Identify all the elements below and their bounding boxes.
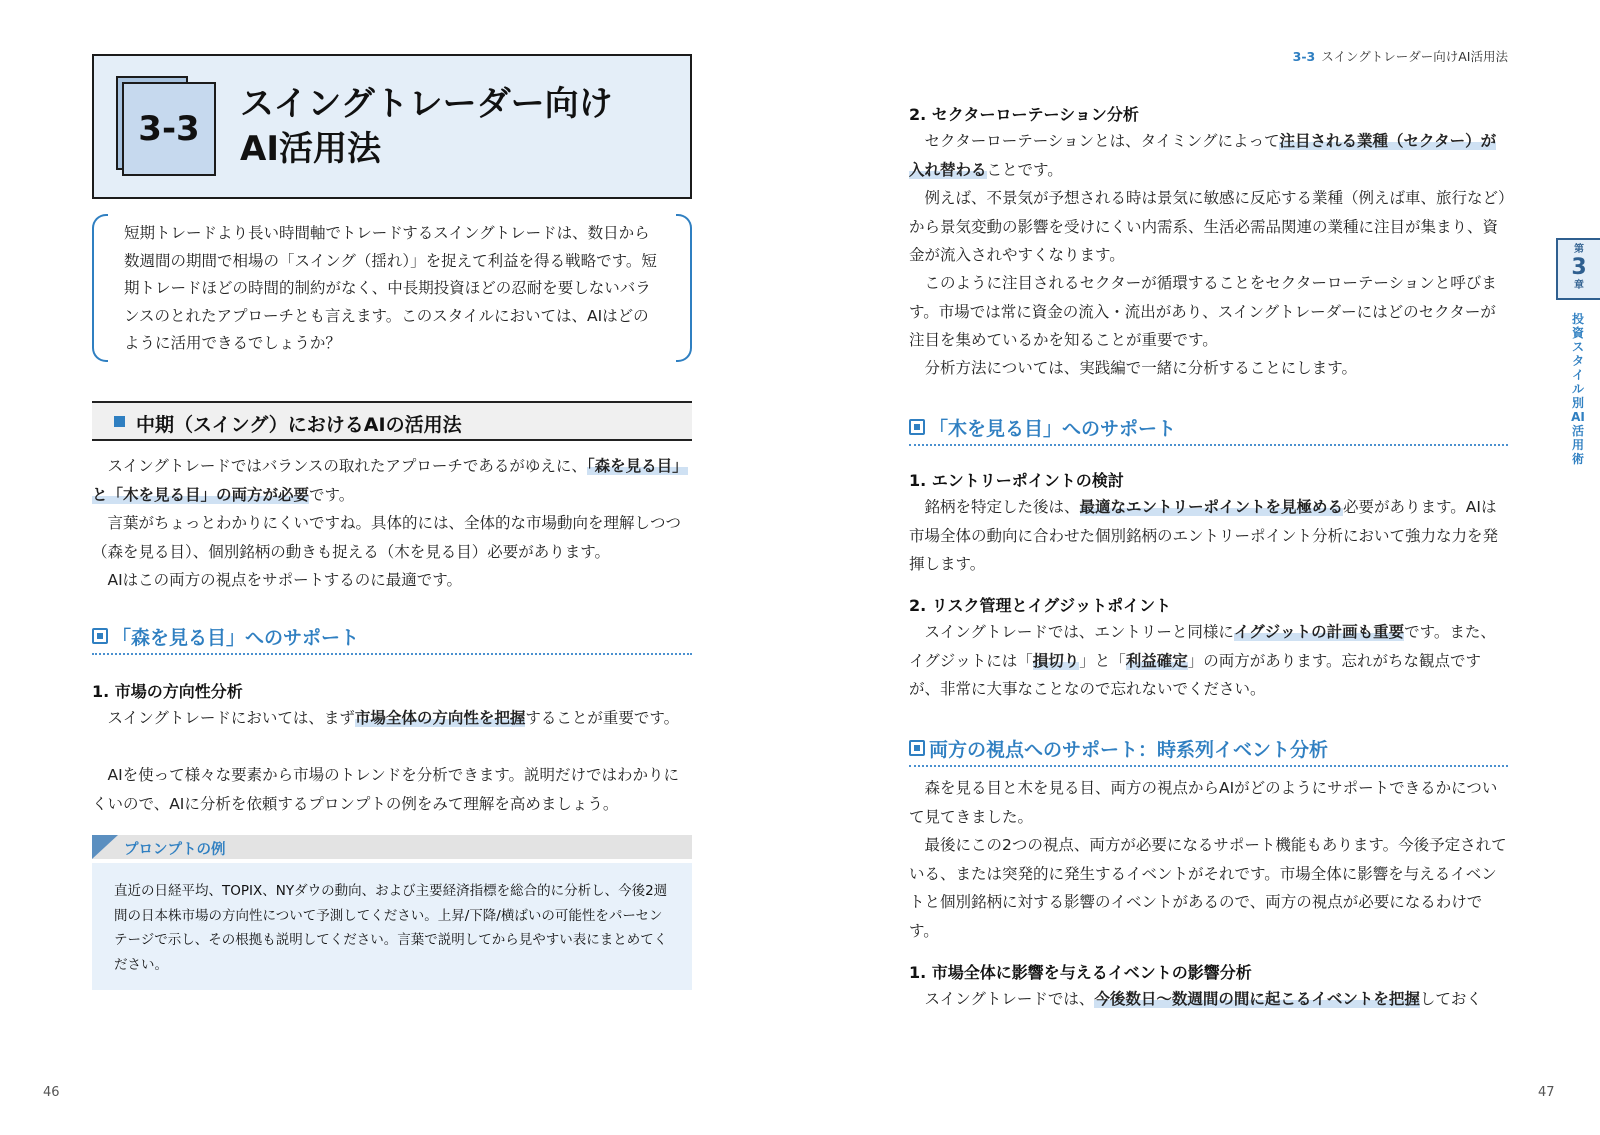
text-run: スイングトレードではバランスの取れたアプローチであるがゆえに、 — [107, 457, 587, 475]
paragraph: 例えば、不景気が予想される時は景気に敏感に反応する業種（例えば車、旅行など）から景気変動の影響を受けにくい内需系、生活必需品関連の業種に注目が集まり、資金が流入されやすくなります。 — [909, 189, 1506, 264]
paragraph: AIを使って様々な要素から市場のトレンドを分析できます。説明だけではわかりにくいので、AIに分析を依頼するプロンプトの例をみて理解を高めましょう。 — [92, 766, 680, 813]
square-frame-icon — [909, 740, 925, 756]
paragraph — [909, 618, 1508, 704]
intro-text: 短期トレードより長い時間軸でトレードするスイングトレードは、数日から数週間の期間で相場の「スイング（揺れ）」を捉えて利益を得る戦略です。短期トレードほどの時間的制約がなく、中長期投資ほどの忍耐を要しないバランスのとれたアプローチとも言えます。このスタイルにおいては、AIはどのように活用できるでしょうか？ — [124, 224, 657, 352]
running-head — [1293, 47, 1508, 65]
text-run: 必要があります。AIは市場全体の動向に合わせた個別銘柄のエントリーポイント分析において強力な力を発揮します。 — [909, 498, 1499, 573]
paragraph: 森を見る目と木を見る目、両方の視点からAIがどのようにサポートできるかについて見てきました。 — [909, 779, 1498, 826]
highlight-text: 「森を見る目」と「木を見る目」の両方が必要 — [92, 457, 688, 504]
text-run: スイングトレードでは、エントリーと同様に — [924, 623, 1234, 641]
chapter-number: 3 — [1571, 255, 1587, 280]
prompt-example-box — [92, 863, 692, 990]
text-run: ことです。 — [986, 160, 1063, 179]
numbered-heading: 1. エントリーポイントの検討 — [909, 471, 1124, 490]
right-page — [800, 0, 1600, 1135]
sub-heading-text: 両方の視点へのサポート：時系列イベント分析 — [929, 739, 1329, 761]
intro-box — [92, 214, 692, 362]
paragraph — [92, 704, 692, 733]
highlight-text: 注目される業種（セクター）が入れ替わる — [909, 132, 1497, 179]
highlight-text: 最適なエントリーポイントを見極める — [1079, 498, 1344, 516]
paragraph: このように注目されるセクターが循環することをセクターローテーションと呼びます。市場では常に資金の流入・流出があり、スイングトレーダーにはどのセクターが注目を集めているかを知ることが重要です。 — [909, 274, 1497, 349]
running-head-number: 3-3 — [1292, 49, 1316, 64]
section-number: 3-3 — [122, 82, 216, 176]
section-title-line2: AI活用法 — [240, 129, 381, 169]
text-run: スイングトレードでは、 — [924, 990, 1095, 1008]
sub-heading-text: 「木を見る目」へのサポート — [929, 418, 1177, 440]
numbered-heading: 2. リスク管理とイグジットポイント — [909, 596, 1172, 615]
text-run: しておく — [1419, 990, 1482, 1008]
paragraph: 最後にこの2つの視点、両方が必要になるサポート機能もあります。今後予定されている、または突発的に発生するイベントがそれです。市場全体に影響を与えるイベントと個別銘柄に対する影響のイベントがあるので、両方の視点が必要になるわけです。 — [909, 836, 1507, 940]
chapter-tab — [1556, 238, 1600, 300]
paragraph — [92, 452, 692, 509]
chapter-vertical-title: 投資スタイル別AI活用術 — [1571, 312, 1585, 466]
sub-heading-both — [909, 731, 1508, 767]
paragraph — [909, 985, 1508, 1014]
text-run: セクターローテーションとは、タイミングによって — [924, 132, 1280, 150]
page-number-right: 47 — [1538, 1085, 1555, 1100]
intro-bracket-left — [92, 214, 108, 362]
text-run: スイングトレードにおいては、まず — [107, 709, 355, 727]
square-frame-icon — [92, 628, 108, 644]
section-heading-bar — [92, 401, 692, 441]
prompt-example-header — [92, 835, 692, 859]
paragraph: 言葉がちょっとわかりにくいですね。具体的には、全体的な市場動向を理解しつつ（森を見る目）、個別銘柄の動きも捉える（木を見る目）必要があります。 — [92, 514, 682, 561]
square-frame-icon — [909, 419, 925, 435]
sub-heading-text: 「森を見る目」へのサポート — [112, 627, 360, 649]
section-title-box — [92, 54, 692, 199]
section-heading: 中期（スイング）におけるAIの活用法 — [136, 414, 462, 436]
numbered-heading: 2. セクターローテーション分析 — [909, 105, 1139, 124]
text-run: です。 — [309, 485, 355, 504]
tab-marker-icon — [92, 835, 118, 859]
paragraph: 分析方法については、実践編で一緒に分析することにします。 — [924, 359, 1357, 377]
paragraph — [909, 493, 1508, 579]
highlight-text: 今後数日〜数週間の間に起こるイベントを把握 — [1094, 990, 1420, 1008]
text-run: 」の両方があります。忘れがちな観点ですが、非常に大事なことなので忘れないでください。 — [909, 651, 1482, 698]
highlight-text: イグジットの計画も重要 — [1233, 623, 1405, 641]
numbered-heading: 1. 市場の方向性分析 — [92, 682, 243, 701]
chapter-sho: 章 — [1574, 280, 1584, 291]
running-head-text: スイングトレーダー向けAI活用法 — [1321, 49, 1508, 64]
sub-heading-forest — [92, 619, 692, 655]
page-number-left: 46 — [43, 1085, 60, 1100]
highlight-text: 市場全体の方向性を把握 — [354, 709, 526, 727]
highlight-text: 利益確定 — [1125, 651, 1188, 670]
text-run: 銘柄を特定した後は、 — [924, 498, 1080, 516]
numbered-heading: 1. 市場全体に影響を与えるイベントの影響分析 — [909, 963, 1252, 982]
paragraph: AIはこの両方の視点をサポートするのに最適です。 — [107, 571, 462, 589]
chapter-dai: 第 — [1574, 244, 1584, 255]
prompt-example-text: 直近の日経平均、TOPIX、NYダウの動向、および主要経済指標を総合的に分析し、今後2週間の日本株市場の方向性について予測してください。上昇/下降/横ばいの可能性をパーセンテージで示し、その根拠も説明してください。言葉で説明してから見やすい表にまとめてください。 — [114, 883, 668, 973]
prompt-example-label: プロンプトの例 — [124, 842, 226, 858]
section-title — [240, 82, 613, 172]
highlight-text: 損切り — [1032, 651, 1080, 670]
text-run: 」と「 — [1079, 651, 1126, 670]
section-title-line1: スイングトレーダー向け — [240, 84, 613, 124]
square-bullet-icon — [114, 416, 125, 427]
paragraph — [909, 127, 1508, 184]
intro-bracket-right — [676, 214, 692, 362]
sub-heading-tree — [909, 410, 1508, 446]
text-run: です。また、イグジットには「 — [909, 623, 1496, 670]
text-run: することが重要です。 — [525, 709, 680, 727]
